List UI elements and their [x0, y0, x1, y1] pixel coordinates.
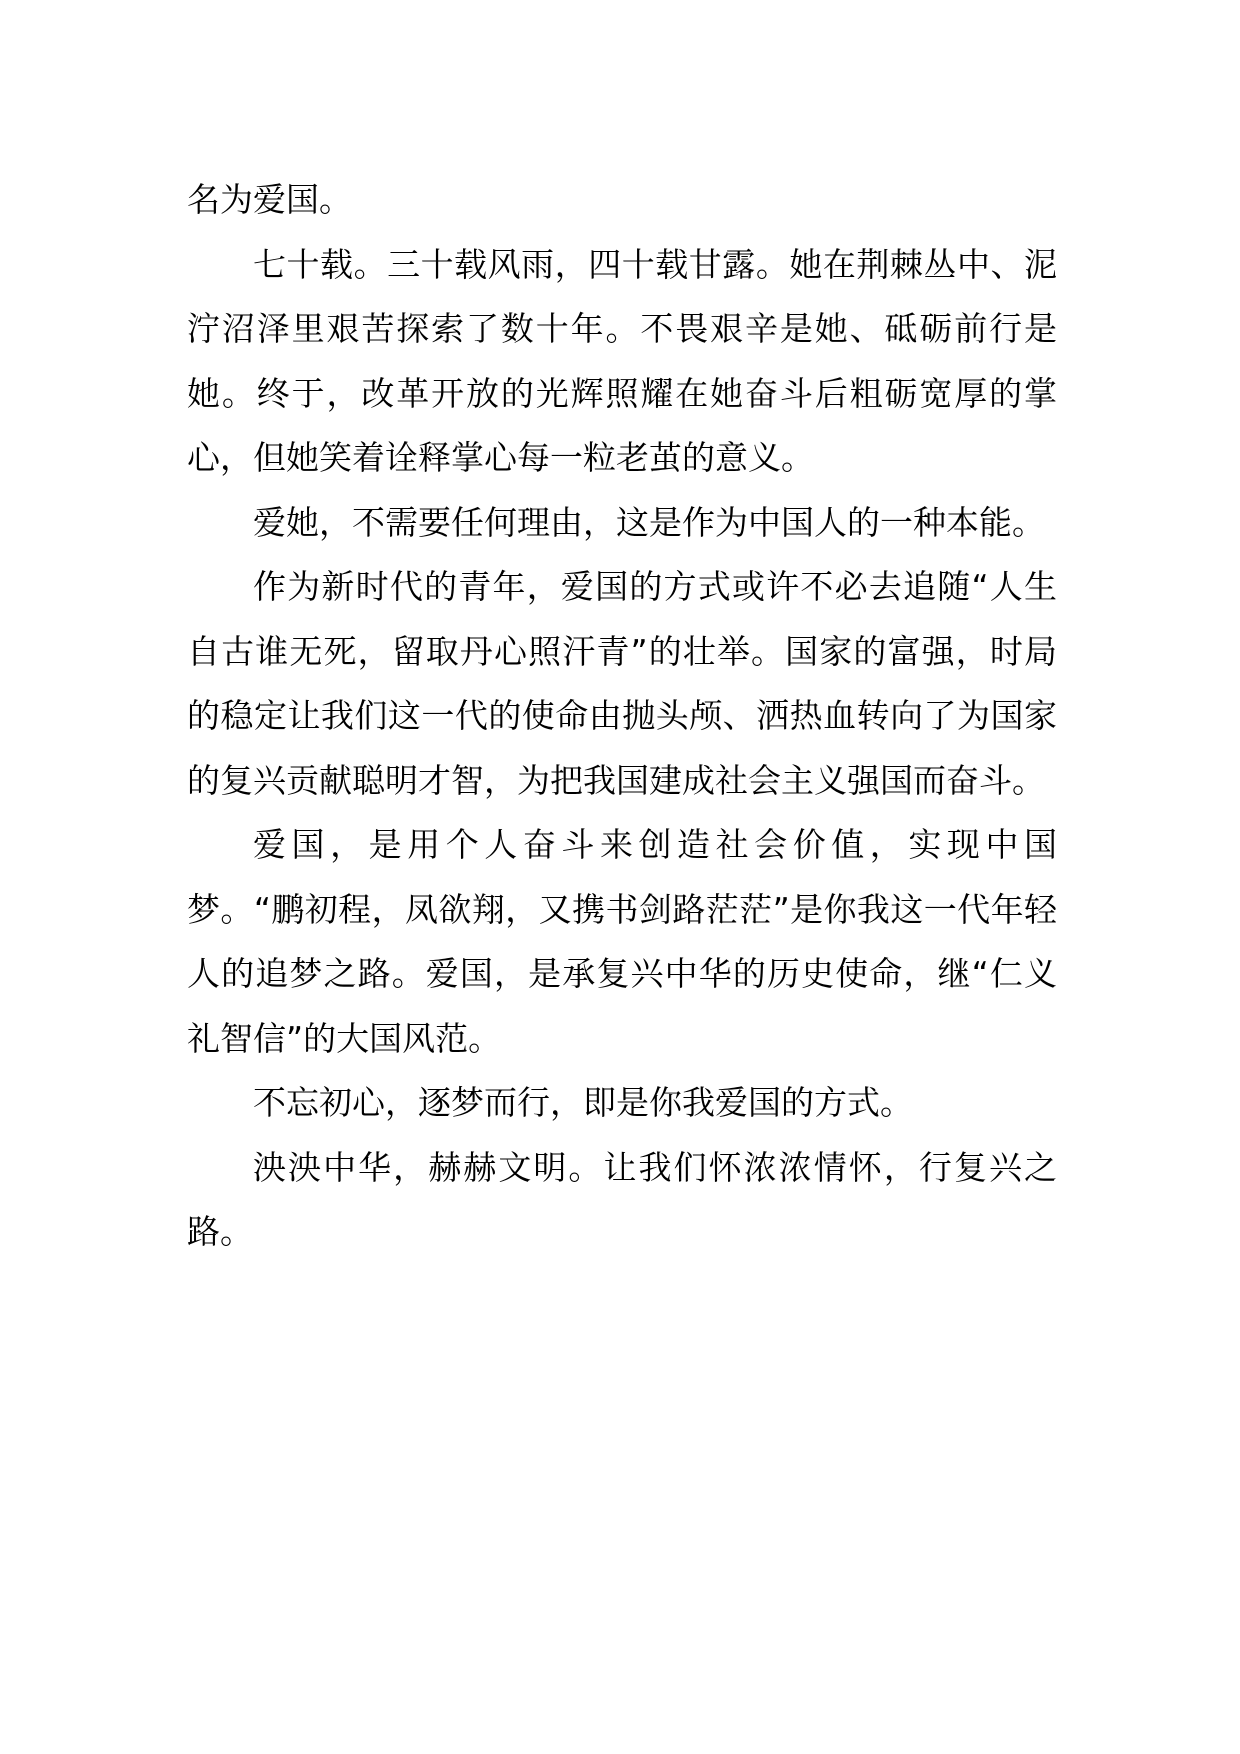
- paragraph-7: 泱泱中华，赫赫文明。让我们怀浓浓情怀，行复兴之路。: [187, 1147, 1057, 1251]
- body-text: [187, 168, 1057, 1265]
- paragraph-3: 爱她，不需要任何理由，这是作为中国人的一种本能。: [253, 502, 1045, 542]
- paragraph-4: 作为新时代的青年，爱国的方式或许不必去追随“人生自古谁无死，留取丹心照汗青”的壮举。国家的富强，时局的稳定让我们这一代的使命由抛头颅、洒热血转向了为国家的复兴贡献聪明才智，为把我国建成社会主义强国而奋斗。: [187, 567, 1057, 800]
- paragraph-6: 不忘初心，逐梦而行，即是你我爱国的方式。: [253, 1083, 913, 1122]
- paragraph-2: 七十载。三十载风雨，四十载甘露。她在荆棘丛中、泥泞沼泽里艰苦探索了数十年。不畏艰辛是她、砥砺前行是她。终于，改革开放的光辉照耀在她奋斗后粗砺宽厚的掌心，但她笑着诠释掌心每一粒老茧的意义。: [187, 244, 1057, 477]
- paragraph-1: 名为爱国。: [187, 180, 352, 219]
- paragraph-5: 爱国，是用个人奋斗来创造社会价值，实现中国梦。“鹏初程，凤欲翔，又携书剑路茫茫”是你我这一代年轻人的追梦之路。爱国，是承复兴中华的历史使命，继“仁义礼智信”的大国风范。: [187, 825, 1057, 1058]
